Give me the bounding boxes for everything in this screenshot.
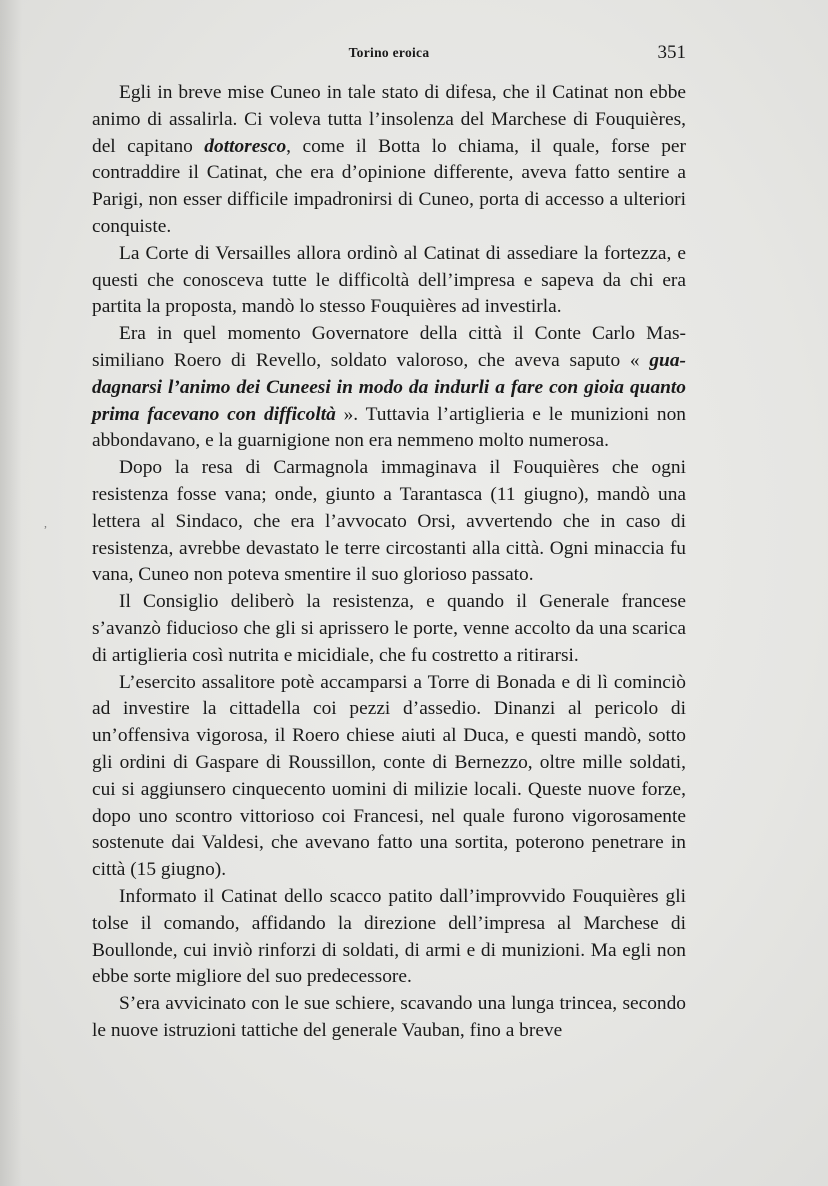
paragraph	[92, 884, 686, 991]
running-title: Torino eroica	[348, 45, 430, 60]
paragraph	[92, 80, 686, 241]
paragraph	[92, 670, 686, 884]
italic-text-run: dottoresco	[204, 135, 287, 157]
body-text	[92, 80, 686, 1045]
margin-mark: ,	[44, 516, 47, 530]
paragraph	[92, 991, 686, 1045]
text-run: L’esercito assalitore potè accamparsi a Torre di Bonada e di lì cominciò ad investire la cittadella coi pezzi d’assedio. Dinanzi al pericolo di un’offensiva vigorosa, il Roero chiese aiuti al Duca, e questi mandò, sotto gli ordini di Gaspare di Roussillon, conte di Bernezzo, oltre mille soldati, cui si aggiunsero cinquecento uomini di milizie locali. Queste nuove forze, dopo uno scontro vittorioso coi Francesi, nel quale furono vigorosamente sostenute dai Valdesi, che avevano fatto una sortita, poterono penetrare in città (15 giugno).	[92, 671, 686, 881]
paragraph	[92, 241, 686, 321]
text-run: Era in quel momento Governatore della città il Conte Carlo Massimiliano Roero di Revello, soldato valoroso, che aveva saputo «	[92, 323, 686, 371]
paragraph	[92, 321, 686, 455]
text-run: ». Tuttavia l’artiglieria e le munizioni non abbondavano, e la guarnigione non era nemmeno molto numerosa.	[92, 403, 686, 452]
text-run: , come il Botta lo chiama, il quale, forse per contraddire il Catinat, che era d’opinione differente, aveva fatto sentire a Parigi, non esser difficile impadronirsi di Cuneo, porta di accesso a ulteriori conquiste.	[92, 135, 686, 237]
page-header	[92, 42, 686, 66]
paragraph	[92, 589, 686, 669]
text-run: Il Consiglio deliberò la resistenza, e quando il Generale francese s’avanzò fiducioso che gli si aprissero le porte, venne accolto da una scarica di artiglieria così nutrita e micidiale, che fu costretto a ritirarsi.	[92, 591, 686, 666]
text-run: Egli in breve mise Cuneo in tale stato di difesa, che il Catinat non ebbe animo di assalirla. Ci voleva tutta l’insolenza del Marchese di Fouquières, del capitano	[92, 82, 686, 157]
page-number: 351	[657, 42, 686, 63]
gutter-shadow	[0, 0, 22, 1186]
paragraph	[92, 455, 686, 589]
text-run: Dopo la resa di Carmagnola immaginava il Fouquières che ogni resistenza fosse vana; onde, giunto a Tarantasca (11 giugno), mandò una lettera al Sindaco, che era l’avvocato Orsi, avvertendo che in caso di resistenza, avrebbe devastato le terre circostanti alla città. Ogni minaccia fu vana, Cuneo non poteva smentire il suo glorioso passato.	[92, 457, 686, 586]
text-run: Informato il Catinat dello scacco patito dall’improvvido Fouquières gli tolse il comando, affidando la direzione dell’impresa al Marchese di Boullonde, cui inviò rinforzi di soldati, di armi e di munizioni. Ma egli non ebbe sorte migliore del suo predecessore.	[92, 885, 686, 988]
text-run: La Corte di Versailles allora ordinò al Catinat di assediare la fortezza, e questi che conosceva tutte le difficoltà dell’impresa e sapeva da chi era partita la proposta, mandò lo stesso Fouquières ad investirla.	[92, 242, 686, 318]
italic-text-run: guadagnarsi l’animo dei Cuneesi in modo da indurli a fare con gioia quanto prima facevano con difficoltà	[92, 349, 686, 425]
text-run: S’era avvicinato con le sue schiere, scavando una lunga trincea, secondo le nuove istruzioni tattiche del generale Vauban, fino a breve	[92, 993, 686, 1041]
